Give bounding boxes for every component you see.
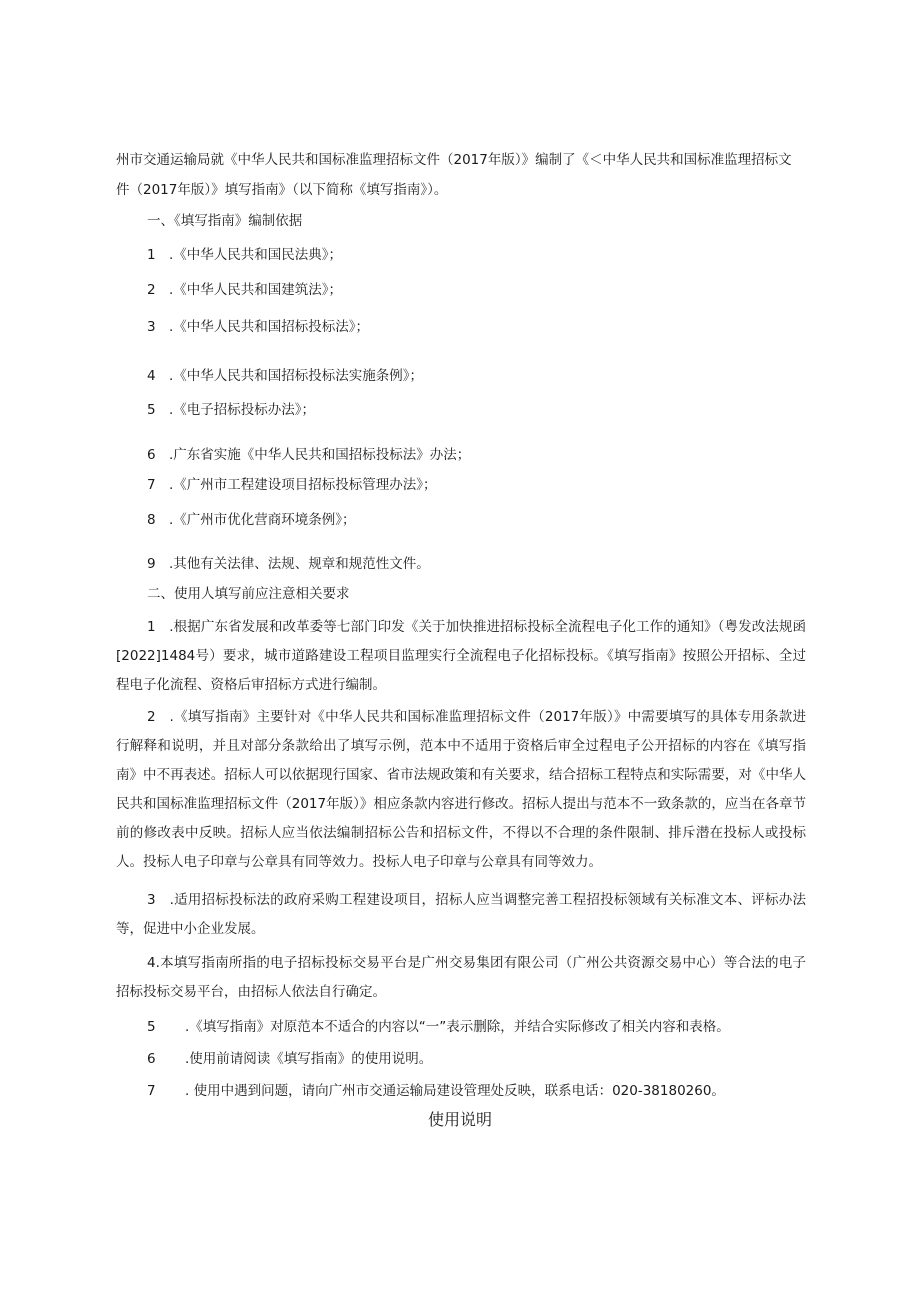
item-text: .《中华人民共和国民法典》； <box>169 247 343 263</box>
basis-item-1 <box>147 245 342 265</box>
item-text: .《中华人民共和国招标投标法》； <box>169 319 370 335</box>
section-2-heading: 二、使用人填写前应注意相关要求 <box>147 586 350 602</box>
item-number: 6 <box>147 447 156 463</box>
item-number: 5 <box>147 1019 156 1035</box>
requirement-item-6 <box>147 1049 432 1069</box>
item-number: 1 <box>147 247 156 263</box>
basis-item-5 <box>147 400 315 420</box>
item-number: 9 <box>147 556 156 572</box>
basis-item-9 <box>147 554 430 574</box>
item-number: 4 <box>147 368 156 384</box>
item-number: 8 <box>147 512 156 528</box>
item-number: 7 <box>147 1083 156 1099</box>
item-text: .《中华人民共和国招标投标法实施条例》； <box>169 368 424 384</box>
item-text: .其他有关法律、法规、规章和规范性文件。 <box>169 556 430 572</box>
section-1-heading: 一、《填写指南》编制依据 <box>147 213 303 229</box>
item-number: 3 <box>147 319 156 335</box>
requirement-paragraph-4: 4.本填写指南所指的电子招标投标交易平台是广州交易集团有限公司（广州公共资源交易中心）等合法的电子招标投标交易平台，由招标人依法自行确定。 <box>116 955 806 1000</box>
item-text: .使用前请阅读《填写指南》的使用说明。 <box>185 1051 433 1067</box>
item-number: 5 <box>147 402 156 418</box>
item-text: .《中华人民共和国建筑法》； <box>169 282 343 298</box>
item-text: . 使用中遇到问题，请向广州市交通运输局建设管理处反映，联系电话：020-38180260。 <box>185 1083 725 1099</box>
requirement-item-5 <box>147 1017 730 1037</box>
item-text: .《填写指南》对原范本不适合的内容以“一”表示删除，并结合实际修改了相关内容和表格。 <box>185 1019 730 1035</box>
item-number: 2 <box>147 282 156 298</box>
intro-line-2: 件（2017年版）》填写指南》（以下简称《填写指南》）。 <box>116 182 448 198</box>
footer-title: 使用说明 <box>427 1110 492 1129</box>
basis-item-8 <box>147 510 356 530</box>
basis-item-7 <box>147 475 437 495</box>
item-text: .《广州市工程建设项目招标投标管理办法》； <box>169 477 437 493</box>
requirement-paragraph-2: 2 .《填写指南》主要针对《中华人民共和国标准监理招标文件（2017年版）》中需要填写的具体专用条款进行解释和说明，并且对部分条款给出了填写示例，范本中不适用于资格后审全过程电子公开招标的内容在《填写指南》中不再表述。招标人可以依据现行国家、省市法规政策和有关要求，结合招标工程特点和实际需要，对《中华人民共和国标准监理招标文件（2017年版）》相应条款内容进行修改。招标人提出与范本不一致条款的，应当在各章节前的修改表中反映。招标人应当依法编制招标公告和招标文件，不得以不合理的条件限制、排斥潜在投标人或投标人。投标人电子印章与公章具有同等效力。投标人电子印章与公章具有同等效力。 <box>116 709 806 870</box>
basis-item-4 <box>147 366 423 386</box>
requirement-paragraph-3: 3 .适用招标投标法的政府采购工程建设项目，招标人应当调整完善工程招投标领域有关标准文本、评标办法等，促进中小企业发展。 <box>116 892 806 937</box>
intro-line-1: 州市交通运输局就《中华人民共和国标准监理招标文件（2017年版）》编制了《＜中华人民共和国标准监理招标文 <box>116 152 792 168</box>
item-number: 7 <box>147 477 156 493</box>
requirement-item-7 <box>147 1081 725 1101</box>
item-text: .广东省实施《中华人民共和国招标投标法》办法； <box>169 447 471 463</box>
basis-item-2 <box>147 280 342 300</box>
requirement-paragraph-1: 1 .根据广东省发展和改革委等七部门印发《关于加快推进招标投标全流程电子化工作的通知》（粤发改法规函[2022]1484号）要求，城市道路建设工程项目监理实行全流程电子化招标投标。《填写指南》按照公开招标、全过程电子化流程、资格后审招标方式进行编制。 <box>116 619 806 693</box>
basis-item-3 <box>147 317 369 337</box>
item-text: .《电子招标投标办法》； <box>169 402 316 418</box>
item-text: .《广州市优化营商环境条例》； <box>169 512 356 528</box>
item-number: 6 <box>147 1051 156 1067</box>
basis-item-6 <box>147 445 470 465</box>
